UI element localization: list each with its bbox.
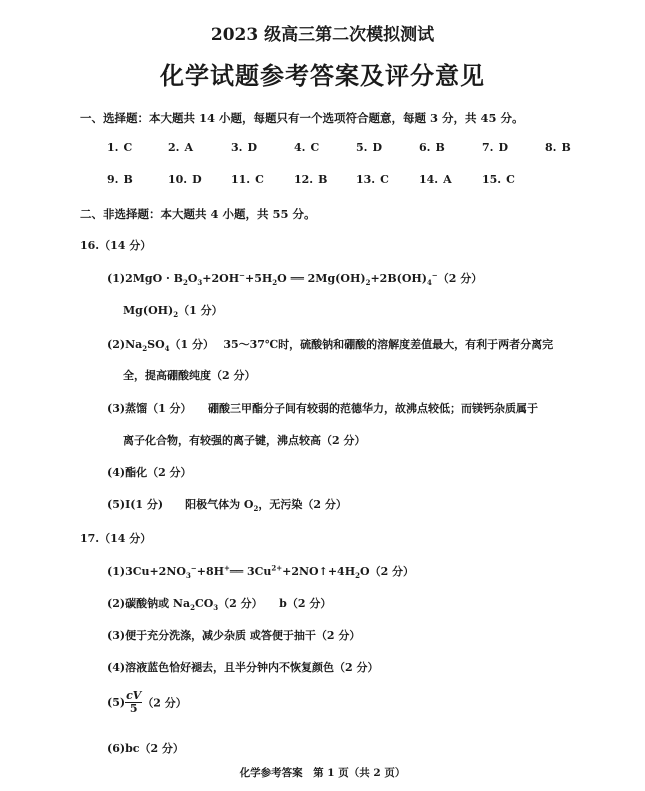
mc-answer-letter: C (380, 173, 389, 186)
mc-answer-item (294, 141, 319, 154)
q17-part1-equation: $(1)3Cu+2NO_3^-+8H^+══$ $3Cu^{2+}+2NO↑+4H_2O(2$ 分） (107, 563, 415, 581)
mc-answer-item (419, 141, 445, 154)
mc-question-number: 15. (482, 173, 502, 186)
mc-question-number: 14. (419, 173, 439, 186)
fraction-cv-over-5: $\frac{cV}{5}$ (126, 689, 142, 715)
mc-answer-letter: B (123, 173, 133, 186)
mc-answer-item (231, 141, 257, 154)
mc-question-number: 1. (107, 141, 119, 154)
mc-question-number: 11. (231, 173, 251, 186)
mc-answer-letter: D (192, 173, 202, 186)
mc-answer-item (482, 173, 515, 186)
mc-answer-item (419, 173, 452, 186)
mc-answer-letter: D (247, 141, 258, 154)
q16-part1-equation: $(1)2MgO \cdot B_2O_3+2OH^-+5H_2O$ ══ $2Mg(OH)_2+2B(OH)_4^-(2$ 分） (107, 270, 483, 288)
mc-answer-item (356, 173, 389, 186)
q16-part3: (3)蒸馏（1 分） 硼酸三甲酯分子间有较弱的范德华力，故沸点较低；而镁钙杂质属于 (107, 402, 539, 415)
q16-part2-cont: 全，提高硼酸纯度（2 分） (123, 369, 256, 382)
mc-answer-item (294, 173, 327, 186)
mc-answer-letter: C (506, 173, 515, 186)
mc-answer-letter: A (184, 141, 194, 154)
mc-question-number: 3. (231, 141, 243, 154)
mc-question-number: 9. (107, 173, 119, 186)
exam-title: 2023 级高三第二次模拟测试 (210, 25, 435, 45)
mc-question-number: 6. (419, 141, 431, 154)
mc-answer-letter: D (372, 141, 383, 154)
mc-answer-letter: B (318, 173, 328, 186)
mc-answer-letter: A (443, 173, 452, 186)
q16-heading: 16.（14 分） (80, 239, 152, 252)
q17-part3: (3)便于充分洗涤，减少杂质 或答便于抽干（2 分） (107, 629, 361, 642)
mc-question-number: 13. (356, 173, 376, 186)
answer-key-title: 化学试题参考答案及评分意见 (160, 61, 485, 90)
page-footer: 化学参考答案 第 1 页（共 2 页） (239, 767, 406, 779)
mc-answer-letter: C (255, 173, 264, 186)
mc-question-number: 7. (482, 141, 494, 154)
mc-answer-item (545, 141, 571, 154)
q16-part1-answer: $Mg(OH)_2(1$ 分） (123, 304, 223, 320)
q17-part4: (4)溶液蓝色恰好褪去，且半分钟内不恢复颜色（2 分） (107, 661, 379, 674)
q17-part5: (5) $\frac{cV}{5}$ （2 分） (107, 689, 187, 715)
mc-answer-item (168, 141, 193, 154)
mc-answer-letter: C (310, 141, 320, 154)
mc-answer-item (107, 141, 132, 154)
mc-answer-letter: B (435, 141, 445, 154)
mc-answer-item (356, 141, 382, 154)
q16-part2: $(2)Na_2SO_4(1$ 分） 35～37℃时，硫酸钠和硼酸的溶解度差值最大，有利于两者分离完 (107, 338, 554, 354)
q17-part2: (2)碳酸钠或 $Na_2CO_3(2$ 分） b（2 分） (107, 597, 332, 613)
q16-part3-cont: 离子化合物，有较强的离子键，沸点较高（2 分） (123, 434, 366, 447)
mc-question-number: 4. (294, 141, 306, 154)
mc-question-number: 8. (545, 141, 557, 154)
mc-question-number: 2. (168, 141, 180, 154)
mc-answer-item (482, 141, 508, 154)
mc-answer-letter: C (123, 141, 133, 154)
section1-heading: 一、选择题：本大题共 14 小题，每题只有一个选项符合题意，每题 3 分，共 45 分。 (80, 111, 524, 125)
mc-question-number: 12. (294, 173, 314, 186)
mc-answer-item (107, 173, 133, 186)
mc-question-number: 10. (168, 173, 188, 186)
mc-answer-item (168, 173, 202, 186)
q17-part6: (6)bc（2 分） (107, 742, 184, 755)
mc-answer-item (231, 173, 264, 186)
mc-answer-letter: B (561, 141, 571, 154)
q16-part5: (5)Ⅰ(1 分) 阳极气体为 $O_2$，无污染（2 分） (107, 498, 347, 514)
mc-question-number: 5. (356, 141, 368, 154)
q17-heading: 17.（14 分） (80, 532, 152, 545)
mc-answer-letter: D (498, 141, 509, 154)
section2-heading: 二、非选择题：本大题共 4 小题，共 55 分。 (80, 207, 316, 221)
q16-part4: (4)酯化（2 分） (107, 466, 192, 479)
